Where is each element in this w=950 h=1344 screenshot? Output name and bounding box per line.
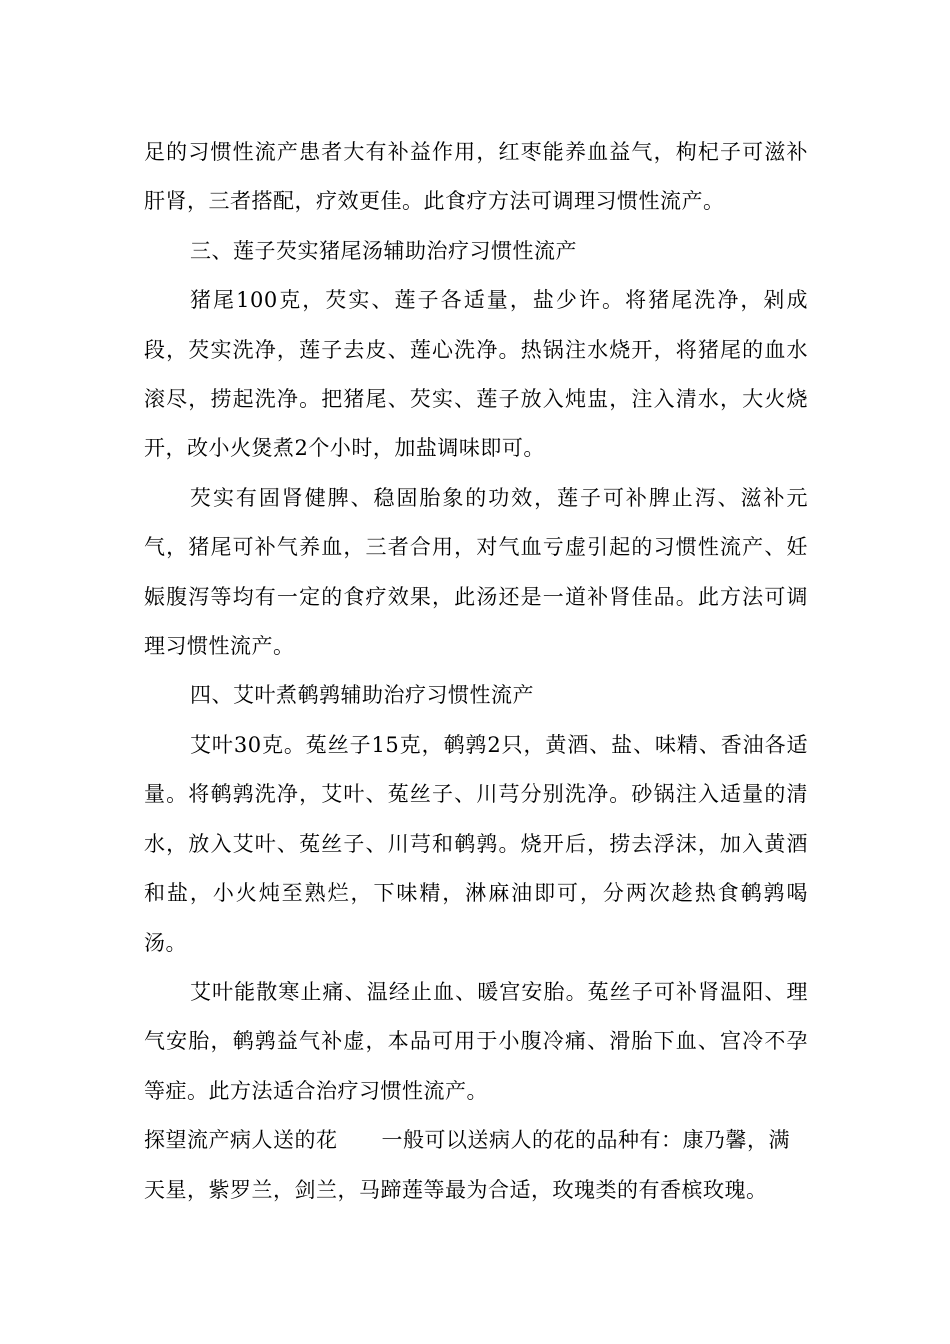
paragraph-continued: 足的习惯性流产患者大有补益作用，红枣能养血益气，枸杞子可滋补肝肾，三者搭配，疗效更佳。此食疗方法可调理习惯性流产。	[144, 140, 808, 214]
paragraph-flowers	[144, 1116, 808, 1215]
flowers-text: 一般可以送病人的花的品种有：康乃馨，满天星，紫罗兰，剑兰，马蹄莲等最为合适，玫瑰类的有香槟玫瑰。	[144, 1128, 790, 1202]
section-heading-3: 三、莲子芡实猪尾汤辅助治疗习惯性流产	[190, 238, 577, 263]
paragraph-recipe-4: 艾叶30克。菟丝子15克，鹌鹑2只，黄酒、盐、味精、香油各适量。将鹌鹑洗净，艾叶、菟丝子、川芎分别洗净。砂锅注入适量的清水，放入艾叶、菟丝子、川芎和鹌鹑。烧开后，捞去浮沫，加入黄酒和盐，小火炖至熟烂，下味精，淋麻油即可，分两次趁热食鹌鹑喝汤。	[144, 732, 808, 955]
section-heading-4: 四、艾叶煮鹌鹑辅助治疗习惯性流产	[190, 683, 534, 708]
flowers-title: 探望流产病人送的花	[144, 1128, 338, 1153]
paragraph-effect-3: 芡实有固肾健脾、稳固胎象的功效，莲子可补脾止泻、滋补元气，猪尾可补气养血，三者合用，对气血亏虚引起的习惯性流产、妊娠腹泻等均有一定的食疗效果，此汤还是一道补肾佳品。此方法可调理习惯性流产。	[144, 485, 808, 659]
paragraph-effect-4: 艾叶能散寒止痛、温经止血、暖宫安胎。菟丝子可补肾温阳、理气安胎，鹌鹑益气补虚，本品可用于小腹冷痛、滑胎下血、宫冷不孕等症。此方法适合治疗习惯性流产。	[144, 979, 808, 1103]
document-body	[144, 128, 808, 1215]
paragraph-recipe-3: 猪尾100克，芡实、莲子各适量，盐少许。将猪尾洗净，剁成段，芡实洗净，莲子去皮、莲心洗净。热锅注水烧开，将猪尾的血水滚尽，捞起洗净。把猪尾、芡实、莲子放入炖盅，注入清水，大火烧开，改小火煲煮2个小时，加盐调味即可。	[144, 288, 808, 461]
